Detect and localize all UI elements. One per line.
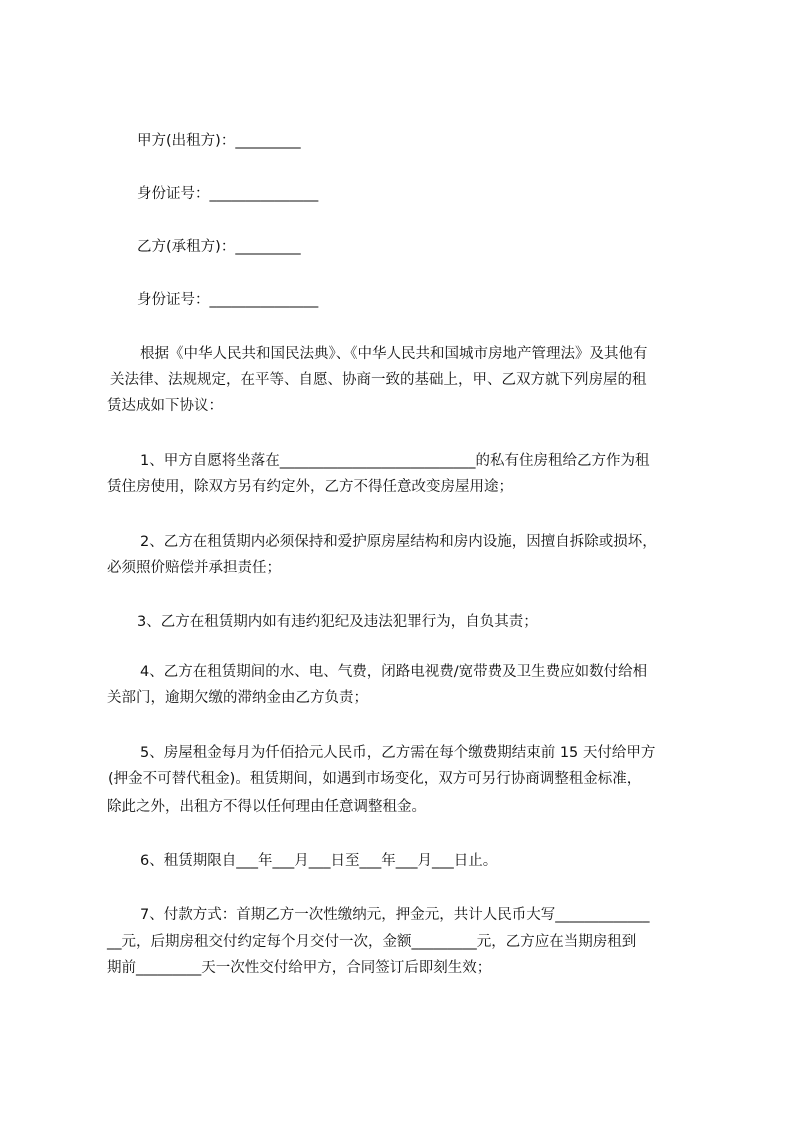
party-a-id-line: 身份证号：_______________ (137, 186, 319, 202)
intro-line-2: 关法律、法规规定，在平等、自愿、协商一致的基础上，甲、乙双方就下列房屋的租 (110, 372, 647, 388)
party-b-id-line: 身份证号：_______________ (137, 292, 319, 308)
clause-4-line-1: 4、乙方在租赁期间的水、电、气费，闭路电视费/宽带费及卫生费应如数付给相 (140, 664, 648, 680)
clause-7-line-3: 期前_________天一次性交付给甲方，合同签订后即刻生效； (107, 960, 492, 976)
clause-7-line-1: 7、付款方式：首期乙方一次性缴纳元，押金元，共计人民币大写_____________ (140, 907, 650, 923)
clause-4-line-2: 关部门，逾期欠缴的滞纳金由乙方负责； (107, 690, 368, 706)
intro-line-1: 根据《中华人民共和国民法典》、《中华人民共和国城市房地产管理法》及其他有 (140, 346, 648, 362)
clause-5-line-3: 除此之外，出租方不得以任何理由任意调整租金。 (107, 799, 426, 815)
clause-2-line-2: 必须照价赔偿并承担责任； (107, 560, 281, 576)
clause-3-line-1: 3、乙方在租赁期内如有违约犯纪及违法犯罪行为，自负其责； (137, 614, 538, 630)
clause-5-line-2: (押金不可替代租金)。租赁期间，如遇到市场变化，双方可另行协商调整租金标准， (108, 771, 642, 787)
clause-6-line-1: 6、租赁期限自___年___月___日至___年___月___日止。 (140, 853, 498, 869)
party-b-line: 乙方(承租方)：_________ (137, 239, 301, 255)
intro-line-3: 赁达成如下协议： (107, 398, 223, 414)
clause-2-line-1: 2、乙方在租赁期内必须保持和爱护原房屋结构和房内设施，因擅自拆除或损坏， (140, 534, 657, 550)
clause-5-line-1: 5、房屋租金每月为仟佰拾元人民币，乙方需在每个缴费期结束前 15 天付给甲方 (140, 745, 656, 761)
clause-7-line-2: __元，后期房租交付约定每个月交付一次，金额_________元，乙方应在当期房租到 (107, 934, 637, 950)
clause-1-line-1: 1、甲方自愿将坐落在___________________________的私有住房租给乙方作为租 (140, 453, 650, 469)
clause-1-line-2: 赁住房使用，除双方另有约定外，乙方不得任意改变房屋用途； (107, 479, 513, 495)
party-a-line: 甲方(出租方)：_________ (137, 133, 301, 149)
